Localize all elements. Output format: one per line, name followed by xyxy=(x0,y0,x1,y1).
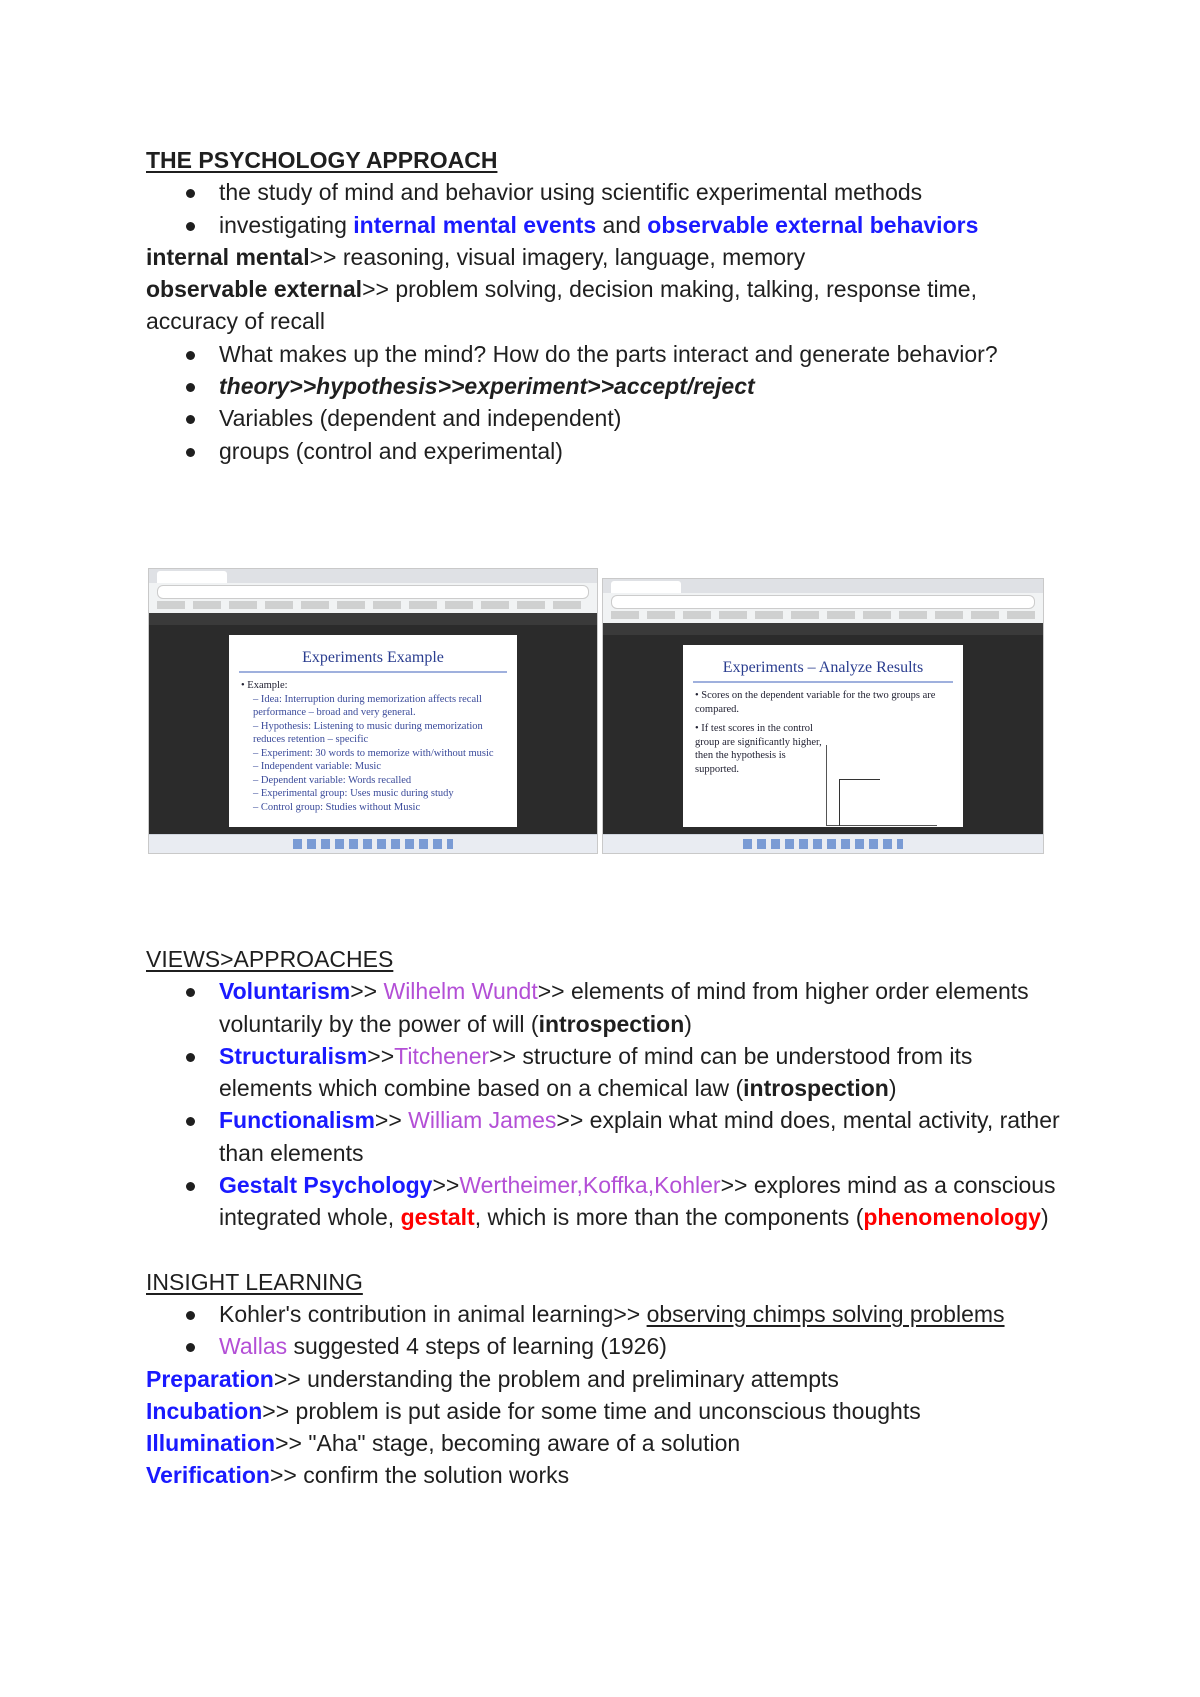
list-item-text: ) xyxy=(1040,1204,1049,1231)
slide-line: • Scores on the dependent variable for the two groups are compared. xyxy=(695,690,936,715)
browser-url-bar xyxy=(611,595,1035,609)
section-title-views: VIEWS>APPROACHES xyxy=(146,945,394,972)
keyword: phenomenology xyxy=(863,1204,1041,1231)
slide-line: – Control group: Studies without Music xyxy=(253,801,421,813)
keyword: introspection xyxy=(538,1010,685,1037)
definition: accuracy of recall xyxy=(146,308,325,335)
list-item-text: and xyxy=(596,211,648,238)
list-item xyxy=(146,1040,1066,1105)
approach-name: Functionalism xyxy=(219,1107,375,1134)
taskbar xyxy=(603,834,1043,853)
term: internal mental xyxy=(146,243,310,270)
list-item-text: Variables (dependent and independent) xyxy=(219,405,622,432)
person-name: William James xyxy=(408,1107,557,1134)
list-item xyxy=(146,176,1066,208)
list-item-text: investigating xyxy=(219,211,354,238)
separator: >> xyxy=(367,1042,395,1069)
list-item xyxy=(146,370,1066,402)
browser-tab xyxy=(157,571,227,583)
separator: >> xyxy=(374,1107,409,1134)
spacer xyxy=(146,1234,1066,1266)
slide-line: – Experimental group: Uses music during study xyxy=(253,788,454,799)
person-name: Titchener xyxy=(394,1042,490,1069)
bookmarks-bar xyxy=(157,601,589,609)
browser-tab xyxy=(611,581,681,593)
list-item xyxy=(146,435,1066,467)
pdf-toolbar xyxy=(149,613,597,625)
keyword: gestalt xyxy=(400,1204,475,1231)
pdf-viewer xyxy=(149,613,597,835)
list-item xyxy=(146,402,1066,434)
browser-tab-bar xyxy=(603,579,1043,593)
list-item xyxy=(146,975,1066,1040)
slide xyxy=(229,635,517,827)
list-item-text: >> explain what mind does, mental activity, rather than elements xyxy=(219,1107,1060,1166)
slide-line: – Hypothesis: Listening to music during memorization reduces retention – specific xyxy=(253,720,483,745)
list-item-text: What makes up the mind? How do the parts interact and generate behavior? xyxy=(219,340,998,367)
step-name: Illumination xyxy=(146,1430,276,1457)
step-text: >> "Aha" stage, becoming aware of a solution xyxy=(275,1430,741,1457)
separator: >> xyxy=(432,1172,460,1199)
approach-name: Structuralism xyxy=(219,1042,368,1069)
approach-name: Gestalt Psychology xyxy=(219,1172,433,1199)
slide-line: – Experiment: 30 words to memorize with/without music xyxy=(253,747,494,759)
list-item-text: theory>>hypothesis>>experiment>>accept/reject xyxy=(219,373,755,400)
definition: >> reasoning, visual imagery, language, memory xyxy=(309,243,806,270)
pdf-toolbar xyxy=(603,623,1043,635)
step-text: >> confirm the solution works xyxy=(269,1462,570,1489)
slide-title: Experiments – Analyze Results xyxy=(693,659,953,683)
person-name: Wilhelm Wundt xyxy=(383,978,538,1005)
list-item-text: groups (control and experimental) xyxy=(219,437,563,464)
term: observable external xyxy=(146,276,363,303)
list-item-text: suggested 4 steps of learning (1926) xyxy=(287,1333,667,1360)
step-name: Verification xyxy=(146,1462,270,1489)
step-text: >> understanding the problem and preliminary attempts xyxy=(273,1365,839,1392)
slide-line: • Example: xyxy=(241,680,288,691)
list-item-text: , which is more than the components ( xyxy=(474,1204,864,1231)
step-text: >> problem is put aside for some time and unconscious thoughts xyxy=(262,1397,921,1424)
slide-body xyxy=(229,673,517,820)
keyword: observable external behaviors xyxy=(647,211,979,238)
definition: >> problem solving, decision making, talking, response time, xyxy=(362,276,977,303)
step-line xyxy=(146,1395,1066,1427)
person-name: Wallas xyxy=(219,1333,288,1360)
keyword: introspection xyxy=(743,1075,889,1102)
slide-line: • If test scores in the control group are significantly higher, then the hypothesis is supported. xyxy=(695,723,822,775)
psychology-bullets xyxy=(146,176,1066,241)
list-item xyxy=(146,209,1066,241)
step-line xyxy=(146,1427,1066,1459)
list-item-text: >> explores mind as a conscious integrated whole, xyxy=(219,1172,1056,1231)
person-name: Wertheimer,Koffka,Kohler xyxy=(459,1172,721,1199)
definition-line xyxy=(146,241,1066,273)
section-title-psychology-approach: THE PSYCHOLOGY APPROACH xyxy=(146,147,498,173)
list-item-text: >> structure of mind can be understood from its elements which combine based on a chemical law ( xyxy=(219,1042,973,1102)
slide-line: – Independent variable: Music xyxy=(253,761,381,772)
insight-bullets xyxy=(146,1298,1066,1363)
list-item xyxy=(146,1330,1066,1362)
list-item-text: ) xyxy=(684,1010,692,1037)
list-item-text: >> elements of mind from higher order elements voluntarily by the power of will ( xyxy=(219,978,1029,1037)
approach-name: Voluntarism xyxy=(219,978,351,1005)
taskbar-icons xyxy=(743,839,903,849)
section-title-insight: INSIGHT LEARNING xyxy=(146,1268,363,1295)
slide-line: – Idea: Interruption during memorization affects recall performance – broad and very general. xyxy=(253,693,482,718)
step-line xyxy=(146,1363,1066,1395)
keyword: internal mental events xyxy=(353,211,597,238)
list-item xyxy=(146,338,1066,370)
graph-line xyxy=(839,779,880,826)
slide-line: – Dependent variable: Words recalled xyxy=(253,774,412,786)
pdf-viewer xyxy=(603,623,1043,835)
list-item xyxy=(146,1169,1066,1234)
screenshot-experiments-example xyxy=(148,568,598,854)
list-item-text: Kohler's contribution in animal learning>> xyxy=(219,1300,647,1327)
list-item-text: ) xyxy=(888,1075,897,1102)
definition-line xyxy=(146,273,1066,338)
list-item xyxy=(146,1298,1066,1330)
step-line xyxy=(146,1459,1066,1491)
list-item xyxy=(146,1104,1066,1169)
list-item-text: the study of mind and behavior using scientific experimental methods xyxy=(219,179,923,206)
taskbar xyxy=(149,834,597,853)
separator: >> xyxy=(350,978,384,1005)
slide-title: Experiments Example xyxy=(239,649,507,673)
browser-tab-bar xyxy=(149,569,597,583)
taskbar-icons xyxy=(293,839,453,849)
results-graph xyxy=(826,745,937,826)
psychology-bullets-2 xyxy=(146,338,1066,467)
step-name: Preparation xyxy=(146,1365,274,1392)
slide xyxy=(683,645,963,827)
slide-body xyxy=(683,683,936,782)
browser-url-bar xyxy=(157,585,589,599)
views-bullets xyxy=(146,975,1066,1233)
bookmarks-bar xyxy=(611,611,1035,619)
underlined-text: observing chimps solving problems xyxy=(646,1300,1005,1327)
screenshot-analyze-results xyxy=(602,578,1044,854)
step-name: Incubation xyxy=(146,1397,263,1424)
